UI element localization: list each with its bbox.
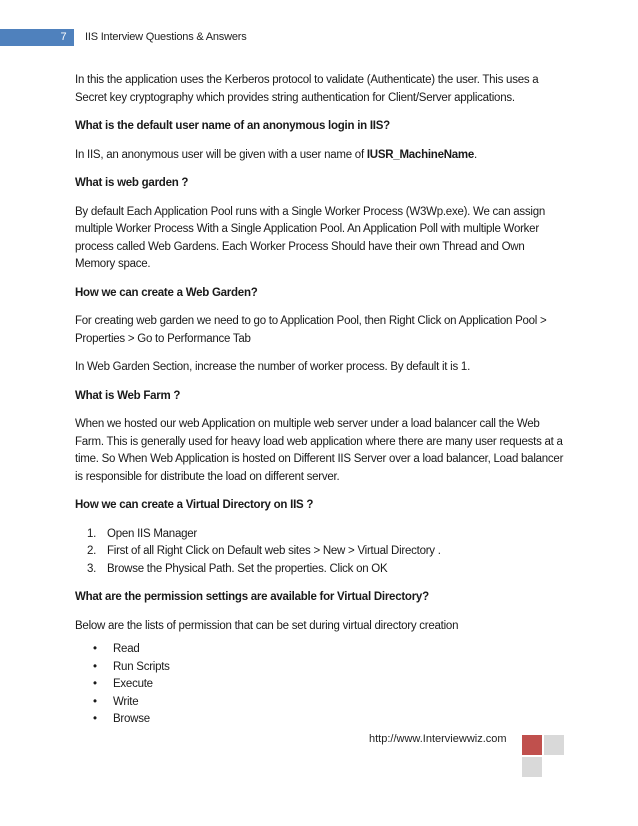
list-item: 2. First of all Right Click on Default web sites > New > Virtual Directory .	[99, 543, 567, 561]
question-create-web-garden: How we can create a Web Garden?	[75, 286, 258, 299]
question-permissions: What are the permission settings are available for Virtual Directory?	[75, 591, 429, 603]
answer-web-garden: By default Each Application Pool runs with a Single Worker Process (W3Wp.exe). We can assign multiple Worker Process With a Single Application Pool. An Application Poll with multiple Worker process called Web Gardens. Each Worker Process Should have their own Thread and Own Memory space.	[75, 205, 546, 270]
question-anonymous-login: What is the default user name of an anonymous login in IIS?	[75, 120, 390, 132]
list-item	[93, 676, 567, 694]
answer-web-farm: When we hosted our web Application on multiple web server under a load balancer call the Web Farm. This is generally used for heavy load web application where there are many user requests at a time. So When Web Application is hosted on Different IIS Server over a load balancer, Load balancer is responsible for distribute the load on different server.	[75, 418, 564, 483]
question-web-garden: What is web garden ?	[75, 177, 189, 189]
answer-permissions: Below are the lists of permission that can be set during virtual directory creation	[75, 619, 459, 632]
footer-grey-square	[522, 757, 542, 777]
answer-create-web-garden-1: For creating web garden we need to go to Application Pool, then Right Click on Application Pool > Properties > Go to Performance Tab	[75, 315, 547, 345]
bullet-icon: •	[93, 678, 97, 690]
list-item	[93, 659, 567, 677]
list-item	[93, 694, 567, 712]
permission-label: Write	[113, 695, 139, 708]
bullet-icon: •	[93, 713, 97, 725]
running-header-title: IIS Interview Questions & Answers	[85, 31, 247, 43]
answer-anonymous-username: IUSR_MachineName	[366, 148, 475, 161]
footer-accent-square	[522, 735, 542, 755]
permission-label: Execute	[113, 678, 153, 690]
bullet-icon: •	[93, 695, 97, 708]
list-item: 3. Browse the Physical Path. Set the properties. Click on OK	[99, 561, 567, 579]
page-number: 7	[60, 31, 67, 43]
list-item	[93, 641, 567, 659]
answer-anonymous-login	[75, 147, 567, 165]
page-body	[75, 72, 567, 729]
intro-paragraph: In this the application uses the Kerberos protocol to validate (Authenticate) the user. This uses a Secret key cryptography which provides string authentication for Client/Server applications.	[75, 74, 539, 104]
permission-label: Run Scripts	[113, 660, 170, 673]
answer-create-web-garden-2: In Web Garden Section, increase the number of worker process. By default it is 1.	[75, 361, 471, 373]
permission-label: Read	[113, 643, 140, 655]
question-virtual-directory: How we can create a Virtual Directory on IIS ?	[75, 499, 314, 511]
footer-url: http://www.Interviewwiz.com	[369, 733, 507, 745]
question-web-farm: What is Web Farm ?	[75, 389, 181, 402]
bullet-icon: •	[93, 643, 97, 655]
permission-label: Browse	[113, 713, 150, 725]
bullet-icon: •	[93, 660, 97, 673]
permission-list	[75, 641, 567, 729]
list-item: 1. Open IIS Manager	[99, 526, 567, 544]
footer-grey-square	[544, 735, 564, 755]
virtual-directory-steps	[75, 526, 567, 579]
list-item	[93, 711, 567, 729]
answer-anonymous-suffix: .	[474, 148, 477, 161]
answer-anonymous-prefix: In IIS, an anonymous user will be given with a user name of	[75, 148, 367, 161]
